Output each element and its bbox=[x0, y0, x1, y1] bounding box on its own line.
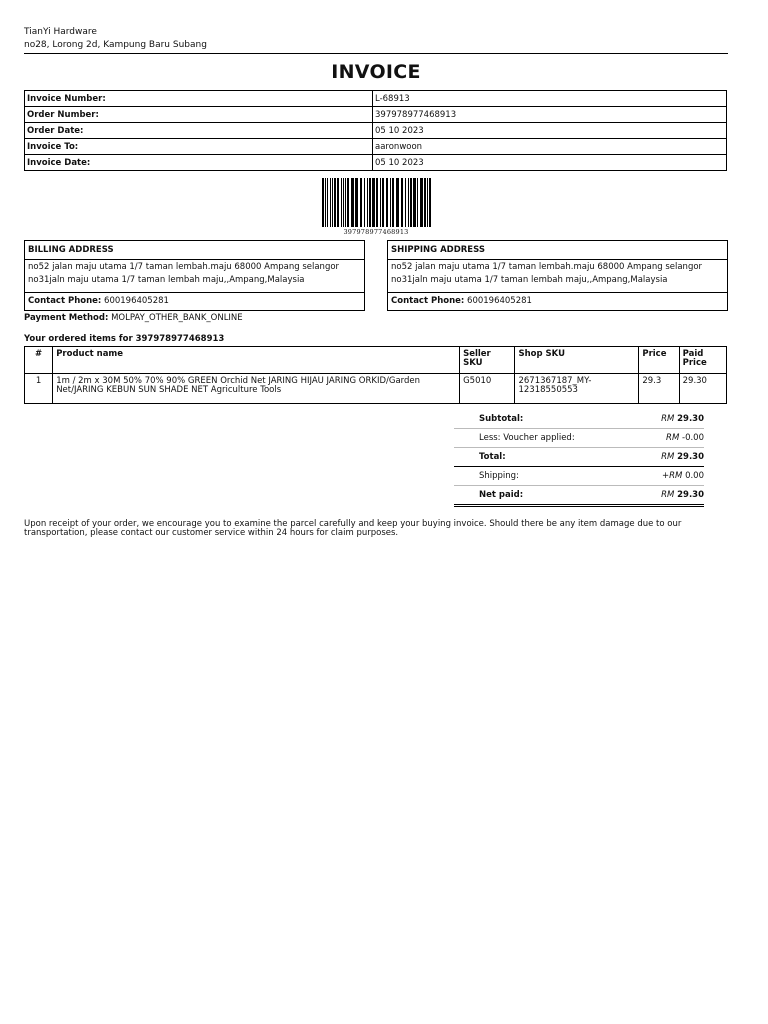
totals-currency: RM bbox=[669, 471, 683, 481]
col-header-price: Price bbox=[639, 347, 679, 374]
totals-prefix: + bbox=[661, 471, 670, 481]
col-header-product-name: Product name bbox=[53, 347, 460, 374]
info-label: Order Number: bbox=[25, 107, 373, 123]
totals-value bbox=[666, 429, 704, 447]
info-label: Invoice Number: bbox=[25, 91, 373, 107]
items-header-row bbox=[25, 347, 727, 374]
cell-price: 29.3 bbox=[639, 374, 679, 404]
info-row-invoice-number bbox=[25, 91, 727, 107]
totals-block bbox=[454, 410, 704, 507]
shipping-row bbox=[454, 467, 704, 486]
billing-address-text: no52 jalan maju utama 1/7 taman lembah.maju 68000 Ampang selangor no31jaln maju utama 1/7 taman lembah maju,,Ampang,Malaysia bbox=[25, 260, 364, 293]
billing-phone-value: 600196405281 bbox=[104, 296, 169, 306]
totals-label: Net paid: bbox=[479, 490, 524, 500]
info-label: Invoice To: bbox=[25, 139, 373, 155]
totals-amount: -0.00 bbox=[682, 433, 704, 443]
totals-currency: RM bbox=[661, 414, 675, 424]
totals-currency: RM bbox=[661, 490, 675, 500]
totals-label: Total: bbox=[479, 452, 506, 462]
col-header-paid-price: Paid Price bbox=[679, 347, 726, 374]
seller-name: TianYi Hardware bbox=[24, 27, 97, 37]
totals-currency: RM bbox=[661, 452, 675, 462]
totals-label: Subtotal: bbox=[479, 414, 524, 424]
info-value: aaronwoon bbox=[373, 139, 727, 155]
shipping-address-header: SHIPPING ADDRESS bbox=[388, 241, 727, 260]
info-value: 397978977468913 bbox=[373, 107, 727, 123]
info-row-order-date bbox=[25, 123, 727, 139]
shipping-phone-label: Contact Phone: bbox=[391, 296, 465, 306]
table-row bbox=[25, 374, 727, 404]
info-value: 05 10 2023 bbox=[373, 155, 727, 171]
invoice-page bbox=[24, 26, 728, 404]
totals-amount: 29.30 bbox=[677, 490, 704, 500]
totals-currency: RM bbox=[666, 433, 680, 443]
shipping-contact-phone bbox=[388, 293, 727, 310]
cell-number: 1 bbox=[25, 374, 53, 404]
payment-method bbox=[24, 313, 728, 323]
totals-amount: 29.30 bbox=[677, 452, 704, 462]
info-row-invoice-date bbox=[25, 155, 727, 171]
col-header-shop-sku: Shop SKU bbox=[515, 347, 639, 374]
items-table bbox=[24, 346, 727, 404]
shipping-address-text: no52 jalan maju utama 1/7 taman lembah.maju 68000 Ampang selangor no31jaln maju utama 1/7 taman lembah maju,,Ampang,Malaysia bbox=[388, 260, 727, 293]
cell-seller-sku: G5010 bbox=[460, 374, 515, 404]
shipping-phone-value: 600196405281 bbox=[467, 296, 532, 306]
header-divider bbox=[24, 53, 728, 54]
totals-amount: 0.00 bbox=[685, 471, 704, 481]
col-header-seller-sku: Seller SKU bbox=[460, 347, 515, 374]
voucher-row bbox=[454, 429, 704, 448]
billing-phone-label: Contact Phone: bbox=[28, 296, 102, 306]
totals-value bbox=[661, 486, 704, 504]
seller-address: no28, Lorong 2d, Kampung Baru Subang bbox=[24, 40, 207, 50]
payment-method-label: Payment Method: bbox=[24, 313, 109, 323]
totals-value bbox=[662, 467, 704, 485]
totals-value bbox=[661, 448, 704, 466]
total-row bbox=[454, 448, 704, 467]
barcode-bar bbox=[429, 178, 431, 227]
totals-amount: 29.30 bbox=[677, 414, 704, 424]
invoice-info-table bbox=[24, 90, 727, 171]
seller-block bbox=[24, 26, 728, 52]
receipt-note: Upon receipt of your order, we encourage you to examine the parcel carefully and keep your buying invoice. Should there be any item damage due to our transportation, please contact our customer service within 24 hours for claim purposes. bbox=[24, 519, 682, 538]
info-row-order-number bbox=[25, 107, 727, 123]
billing-address-box bbox=[24, 240, 365, 311]
totals-label: Shipping: bbox=[479, 471, 519, 481]
payment-method-value: MOLPAY_OTHER_BANK_ONLINE bbox=[111, 313, 243, 323]
info-value: L-68913 bbox=[373, 91, 727, 107]
info-label: Invoice Date: bbox=[25, 155, 373, 171]
cell-paid-price: 29.30 bbox=[679, 374, 726, 404]
info-value: 05 10 2023 bbox=[373, 123, 727, 139]
billing-contact-phone bbox=[25, 293, 364, 310]
billing-address-header: BILLING ADDRESS bbox=[25, 241, 364, 260]
col-header-number: # bbox=[25, 347, 53, 374]
totals-label: Less: Voucher applied: bbox=[479, 433, 575, 443]
ordered-items-heading: Your ordered items for 397978977468913 bbox=[24, 334, 225, 344]
invoice-title: INVOICE bbox=[331, 61, 421, 83]
barcode-number: 397978977468913 bbox=[343, 228, 409, 236]
info-row-invoice-to bbox=[25, 139, 727, 155]
barcode bbox=[298, 178, 454, 236]
barcode-bars bbox=[298, 178, 454, 227]
info-label: Order Date: bbox=[25, 123, 373, 139]
address-section bbox=[24, 240, 728, 311]
shipping-address-box bbox=[387, 240, 728, 311]
cell-product-name: 1m / 2m x 30M 50% 70% 90% GREEN Orchid Net JARING HIJAU JARING ORKID/Garden Net/JARING KEBUN SUN SHADE NET Agriculture Tools bbox=[53, 374, 460, 404]
totals-value bbox=[661, 410, 704, 428]
cell-shop-sku: 2671367187_MY-12318550553 bbox=[515, 374, 639, 404]
net-paid-row bbox=[454, 486, 704, 507]
subtotal-row bbox=[454, 410, 704, 429]
